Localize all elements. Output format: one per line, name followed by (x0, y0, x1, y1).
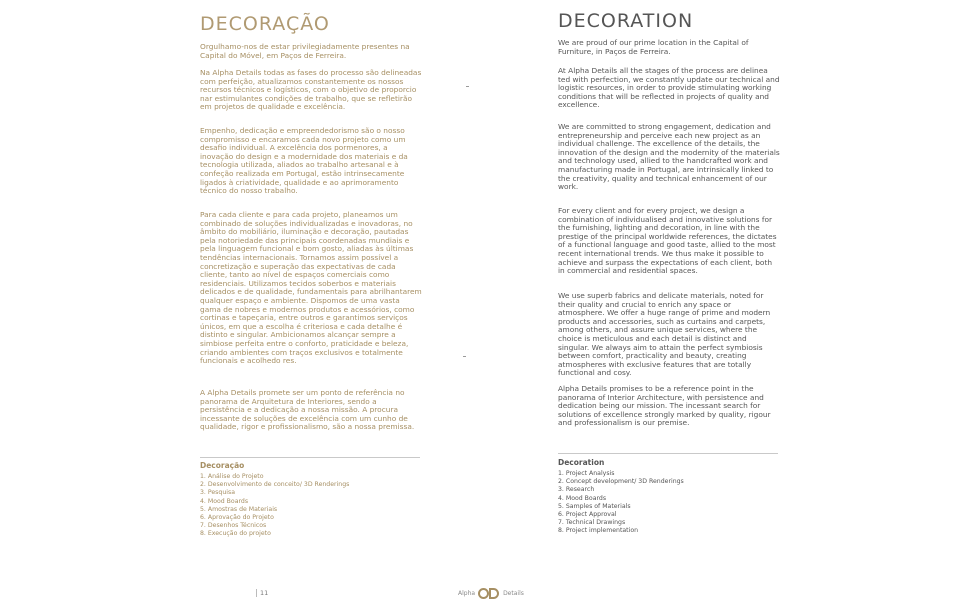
gutter-mark (466, 86, 469, 87)
list-item: 5. Samples of Materials (558, 502, 631, 510)
page-title-en: DECORATION (558, 10, 694, 32)
list-title-en: Decoration (558, 458, 605, 467)
list-item: 1. Project Analysis (558, 470, 615, 477)
paragraph-pt-3: Empenho, dedicação e empreendedorismo são o nosso compromisso e encaramos cada novo projeto como um desafio individual. A excelência dos pormenores, a inovação do design e a modernidade dos materiais e da tecnologia utilizada, aliados ao trabalho artesanal e à confeção realizada em Portugal, estão intrinsecamente ligados à criatividade, qualidade e ao aprimoramento técnico do nosso trabalho. (200, 126, 408, 196)
paragraph-en-3: We are committed to strong engagement, dedication and entrepreneurship and perceive each new project as an individual challenge. The excellence of the details, the innovation of the design and the modernity of the materials and technology used, allied to the handcrafted work and manufacturing made in Portugal, are intrinsically linked to the creativity, quality and technical enhancement of our work. (558, 122, 780, 192)
section-divider-en (558, 453, 778, 454)
paragraph-en-5: We use superb fabrics and delicate materials, noted for their quality and crucial to enrich any space or atmosphere. We offer a huge range of prime and modern products and accessories, such as curtains and carpets, among others, and assure unique services, where the choice is meticulous and each detail is distinct and singular. We always aim to attain the perfect symbiosis between comfort, practicality and beauty, creating atmospheres with exclusive features that are totally functional and cosy. (558, 291, 771, 378)
alpha-details-logo-icon (477, 588, 501, 599)
logo-word-left: Alpha (458, 589, 476, 597)
page-number: 11 (260, 589, 269, 597)
list-item: 5. Amostras de Materiais (200, 505, 278, 513)
list-title-pt: Decoração (200, 461, 245, 470)
list-item: 2. Desenvolvimento de conceito/ 3D Renderings (200, 481, 350, 489)
list-item: 1. Análise do Projeto (200, 473, 264, 480)
list-item: 4. Mood Boards (200, 497, 249, 505)
list-item: 7. Desenhos Técnicos (200, 522, 267, 530)
list-item: 7. Technical Drawings (558, 519, 626, 527)
list-item: 6. Project Approval (558, 511, 617, 519)
brand-logo (458, 587, 524, 599)
section-divider-pt (200, 457, 420, 458)
paragraph-en-4: For every client and for every project, we design a combination of individualised and innovative solutions for the furnishing, lighting and decoration, in line with the prestige of the principal worldwide references, the dictates of a functional language and good taste, allied to the most recent international trends. We thus make it possible to achieve and surpass the expectations of each client, both in commercial and residential spaces. (558, 206, 777, 276)
list-item: 4. Mood Boards (558, 494, 607, 502)
paragraph-pt-5: A Alpha Details promete ser um ponto de referência no panorama de Arquitetura de Interiores, sendo a persistência e a dedicação a nossa missão. A procura incessante de soluções de excelência com um cunho de qualidade, rigor e profissionalismo, são a nossa premissa. (200, 388, 415, 432)
paragraph-pt-2: Na Alpha Details todas as fases do processo são delineadas com perfeição, atualizamos constantemente os nossos recursos técnicos e logísticos, com o objetivo de proporcio nar estimulantes condições de trabalho, que se refletirão em projetos de qualidade e excelência. (200, 68, 422, 112)
page-title-pt: DECORAÇÃO (200, 13, 330, 35)
paragraph-en-1: We are proud of our prime location in the Capital of Furniture, in Paços de Ferreira. (558, 38, 749, 56)
paragraph-en-2: At Alpha Details all the stages of the process are delinea ted with perfection, we constantly update our technical and logistic resources, in order to provide stimulating working conditions that will be reflected in projects of quality and excellence. (558, 66, 780, 110)
page-number-divider (256, 589, 257, 597)
list-item: 6. Aprovação do Projeto (200, 514, 274, 522)
list-item: 2. Concept development/ 3D Renderings (558, 478, 684, 486)
list-item: 3. Research (558, 486, 595, 494)
paragraph-pt-1: Orgulhamo-nos de estar privilegiadamente presentes na Capital do Móvel, em Paços de Ferreira. (200, 42, 410, 60)
services-list-pt (200, 473, 349, 539)
list-item: 3. Pesquisa (200, 489, 235, 497)
gutter-mark (463, 356, 466, 357)
paragraph-en-6: Alpha Details promises to be a reference point in the panorama of Interior Architecture, with persistence and dedication being our mission. The incessant search for solutions of excellence strongly marked by quality, rigour and professionalism is our premise. (558, 384, 771, 428)
list-item: 8. Project implementation (558, 527, 639, 535)
paragraph-pt-4: Para cada cliente e para cada projeto, planeamos um combinado de soluções individualizadas e inovadoras, no âmbito do mobiliário, iluminação e decoração, pautadas pela notoriedade das principais coordenadas mundiais e pela linguagem funcional e bom gosto, aliadas às últimas tendências internacionais. Tornamos assim possível a concretização e superação das expectativas de cada cliente, tanto ao nível de espaços comerciais como residenciais. Utilizamos tecidos soberbos e materiais delicados e de qualidade, fundamentais para abrilhantarem qualquer espaço e ambiente. Dispomos de uma vasta gama de nobres e modernos produtos e acessórios, como cortinas e tapeçaria, entre outros e garantimos serviços únicos, em que a escolha é criteriosa e cada detalhe é distinto e singular. Ambicionamos alcançar sempre a simbiose perfeita entre o conforto, praticidade e beleza, criando ambientes com traços exclusivos e totalmente funcionais e acolhedo res. (200, 210, 422, 366)
logo-word-right: Details (503, 589, 524, 597)
services-list-en (558, 470, 684, 536)
list-item: 8. Execução do projeto (200, 530, 271, 538)
